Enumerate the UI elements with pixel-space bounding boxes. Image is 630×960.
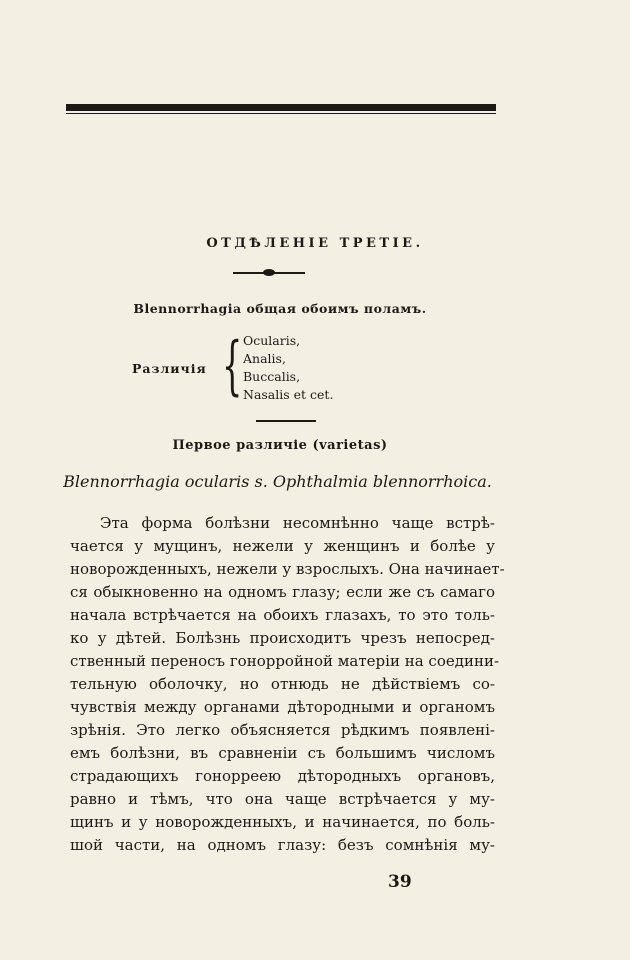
body-line: ко у дѣтей. Болѣзнь происходитъ чрезъ непосред-	[70, 629, 495, 647]
body-line: ственный переносъ гонорройной матеріи на соедини-	[70, 652, 500, 670]
body-line: шой части, на одномъ глазу: безъ сомнѣнія му-	[70, 836, 495, 854]
body-line: чается у мущинъ, нежели у женщинъ и болѣе у	[70, 537, 495, 555]
body-line: ся обыкновенно на одномъ глазу; если же съ самаго	[70, 583, 495, 601]
varieties-label: Различія	[132, 361, 207, 376]
ornament-divider	[233, 268, 305, 278]
short-rule	[256, 420, 316, 422]
varieties-list	[243, 332, 333, 404]
body-line: новорожденныхъ, нежели у взрослыхъ. Она начинает-	[70, 560, 505, 578]
variety-item: Analis,	[243, 351, 286, 366]
body-line: емъ болѣзни, въ сравненіи съ большимъ числомъ	[70, 744, 495, 762]
body-line: чувствія между органами дѣтородными и органомъ	[70, 698, 495, 716]
body-line: тельную оболочку, но отнюдь не дѣйствіемъ со-	[70, 675, 495, 693]
variety-item: Nasalis et cet.	[243, 387, 334, 402]
latin-title: Blennorrhagia ocularis s. Ophthalmia blennorrhoica.	[63, 472, 492, 491]
variety-item: Buccalis,	[243, 369, 301, 384]
body-line: страдающихъ гонорреею дѣтородныхъ органовъ,	[70, 767, 495, 785]
body-line: щинъ и у новорожденныхъ, и начинается, по боль-	[70, 813, 495, 831]
varieties-block	[132, 329, 392, 404]
body-text	[70, 512, 505, 857]
body-line: зрѣнія. Это легко объясняется рѣдкимъ появлені-	[70, 721, 495, 739]
body-line: начала встрѣчается на обоихъ глазахъ, то это толь-	[70, 606, 495, 624]
page-number: 39	[388, 872, 412, 892]
body-line: Эта форма болѣзни несомнѣнно чаще встрѣ-	[100, 514, 495, 532]
body-line: равно и тѣмъ, что она чаще встрѣчается у му-	[70, 790, 495, 808]
section-title: ОТДѢЛЕНІЕ ТРЕТІЕ.	[206, 236, 424, 251]
variety-item: Ocularis,	[243, 333, 301, 348]
thick-rule	[66, 104, 496, 111]
subtitle: Blennorrhagia общая обоимъ поламъ.	[133, 301, 427, 316]
ornament-dot	[263, 269, 275, 276]
thin-rule	[66, 113, 496, 114]
header-double-rule	[66, 104, 496, 115]
variety-heading: Первое различіе (varietas)	[172, 438, 388, 453]
left-brace: {	[222, 329, 243, 403]
